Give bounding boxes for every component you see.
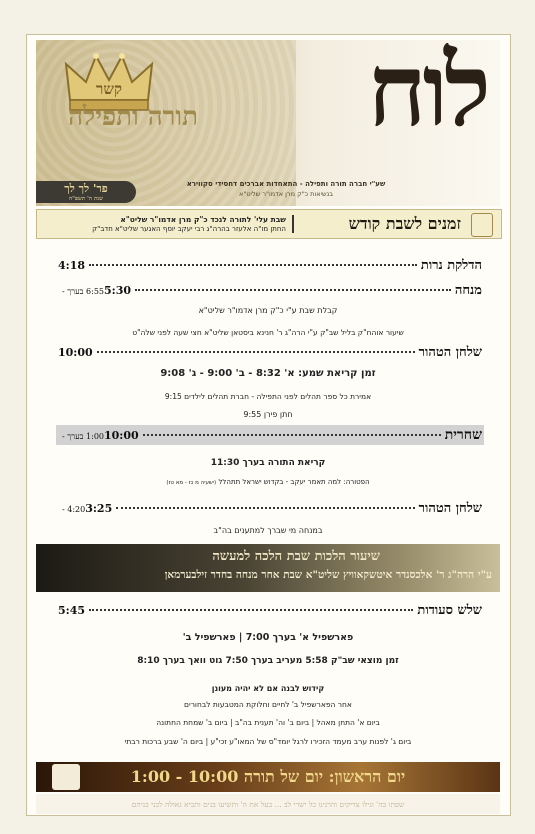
yom-rishon-banner <box>36 762 500 792</box>
row-label: שלש סעודות <box>417 603 482 618</box>
row-extra: 1:00 בערך - <box>62 432 104 441</box>
note-week1: ביום א' התחן מאהל | ביום ב' וה' תענית בה"ב | ביום ב' שמחת החתונה <box>156 718 380 727</box>
shiur-speaker: ע"י הרה"ג ר' אלכסנדר איטשקאוויץ שליט"א שבת אחר מנחה בחדר זילבערמאן <box>164 569 492 581</box>
haftara-text: הפטורה: למה תאמר יעקב - בקדוש ישראל תתהלל <box>218 478 370 486</box>
row-time: 3:25 <box>85 502 113 515</box>
presidency-line: בנשיאות כ"ק מרן אדמו"ר שליט"א <box>238 190 333 198</box>
note-tehillim: אמירת כל ספר תהלים לפני התפילה - חברת תהלים לילדים 9:15 <box>164 392 372 401</box>
shabbat-note: החתן מו"ה אלעזר בהרה"ג רבי יעקב יוסף האגער שליט"א חדב"ק <box>92 225 286 233</box>
note-shiur-ohach: שיעור אוהח"ק בליל שב"ק ע"י הרה"ג ר' חנינא ביסטאן שליט"א חצי שעה לפני שלה"ט <box>132 328 404 337</box>
haftara-ref: (ישעיה מ כז - מא טז) <box>166 480 217 486</box>
footer <box>36 794 500 814</box>
org-line: שע"י חברה תורה ותפילה - התאחדות אברכים דחסידי סקווירא <box>186 180 386 188</box>
page-subtitle: תורה ותפילה <box>68 102 198 132</box>
note-motzei: זמן מוצאי שב"ק 5:58 מעריב בערך 7:50 גוט וואך בערך 8:10 <box>137 656 399 666</box>
time-row-shulchan <box>58 344 482 360</box>
note-kriat-shema: זמן קריאת שמע: א' 8:32 - ב' 9:00 - ג' 9:08 <box>160 368 376 379</box>
shabbat-title-bar <box>36 209 502 239</box>
emblem-icon <box>471 213 493 237</box>
row-time: 10:00 <box>58 346 93 359</box>
note-mevarchim: במנחה מי שברך למתענים בה"ב <box>213 526 323 535</box>
row-extra: 6:55 בערך - <box>62 287 104 296</box>
row-time: 5:45 <box>58 604 86 617</box>
row-time: 5:30 <box>104 284 132 297</box>
note-chatan: חתן פירן 9:55 <box>243 410 293 419</box>
leader-dots <box>89 264 417 266</box>
leader-dots <box>89 609 413 611</box>
note-kriat-torah: קריאת התורה בערך 11:30 <box>210 458 326 468</box>
leader-dots <box>97 351 415 353</box>
leader-dots <box>116 507 414 509</box>
time-row-shacharit <box>58 427 482 444</box>
row-label: שלחן הטהור <box>418 501 482 516</box>
shiur-title: שיעור הלכות שבת הלכה למעשה <box>212 549 380 564</box>
note-pirkei: פארשפיל א' בערך 7:00 | פארשפיל ב' <box>182 632 354 643</box>
leader-dots <box>135 289 451 291</box>
shiur-banner <box>36 544 500 592</box>
row-label: הדלקת נרות <box>420 258 482 273</box>
parsha-year: שנת ה' תשפ"ה <box>69 196 103 202</box>
row-time: 10:00 <box>104 429 139 442</box>
divider <box>292 215 294 233</box>
yom-rishon-text: יום הראשון: יום של תורה 10:00 - 1:00 <box>130 767 406 786</box>
row-label: מנחה <box>454 283 482 298</box>
time-row-shalosh-seudos <box>58 602 482 618</box>
parsha-badge <box>36 181 136 203</box>
parsha-name: פר' לך לך <box>64 182 108 195</box>
time-row-mincha <box>58 282 482 298</box>
row-label: שחרית <box>444 427 482 443</box>
note-haftara <box>36 478 500 486</box>
row-label: שלחן הטהור <box>418 345 482 360</box>
time-row-shulchan-2 <box>58 500 482 516</box>
section-title: זמנים לשבת קודש <box>348 214 461 233</box>
shabbat-note: שבת עלי' לתורה לנכד כ"ק מרן אדמו"ר שליט"א <box>120 215 286 224</box>
row-extra: 4:20 - <box>62 505 86 514</box>
page-title: לוח <box>367 31 487 149</box>
note-kiddush: קידוש לבנה אם לא יהיה מעונן <box>211 684 325 693</box>
note-kabbalat: קבלת שבת ע"י כ"ק מרן אדמו"ר שליט"א <box>198 306 338 315</box>
logo-text: קשר <box>95 80 123 98</box>
row-time: 4:18 <box>58 259 86 272</box>
note-week2: ביום ג' לפנות ערב מעמד הזכירו לרגל יומד"ס של המאו"ע זכי"ע | ביום ה' שבע ברכות רבתי <box>124 737 412 746</box>
footer-verse: שפתו בה' וגילו צדיקים והרנינו כל ישרי לב ... בעל את ה' ותשיעו בנים ותביא גאולה לבני בניהם <box>131 800 405 809</box>
leader-dots <box>143 434 441 436</box>
note-after: אחר הפארשפיל ב' לחיים וחלוקת המטבעות לבחורים <box>184 700 352 709</box>
time-row-candles <box>58 257 482 273</box>
